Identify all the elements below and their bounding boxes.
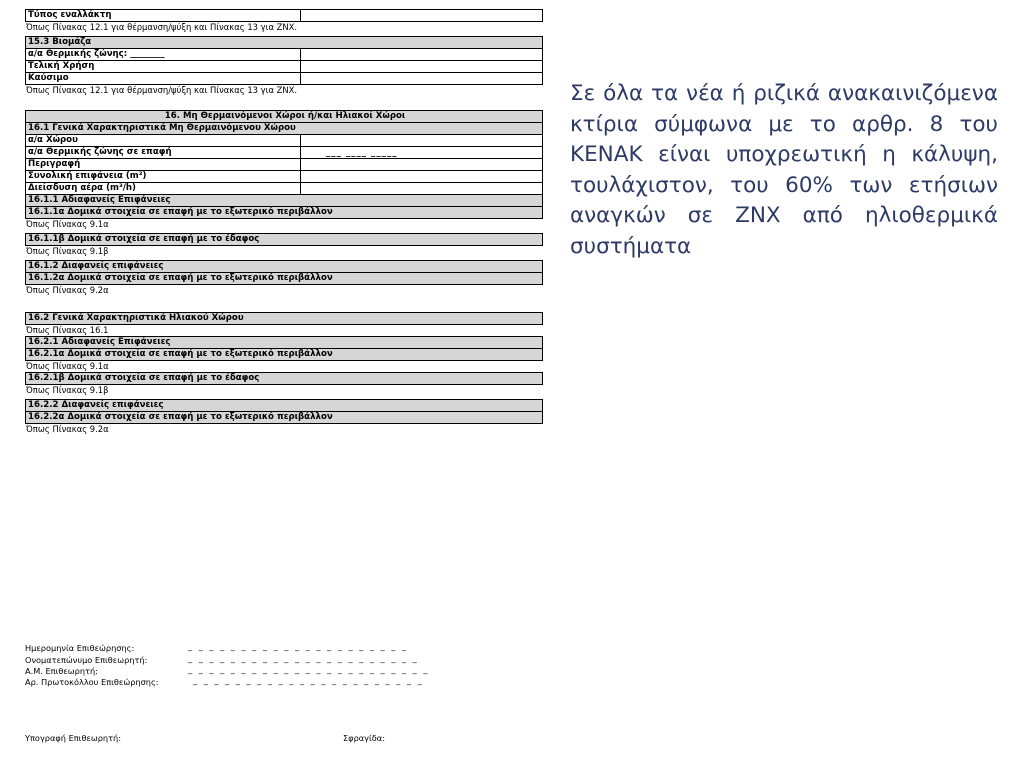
row-label: Τύπος εναλλάκτη — [28, 10, 112, 20]
note-table-9-2a: Όπως Πίνακας 9.2α — [26, 285, 109, 295]
row-label: Συνολική επιφάνεια (m²) — [28, 171, 147, 181]
row-label: α/α Θερμικής ζώνης: ________ — [28, 49, 165, 59]
section-16-1-title: 16.1 Γενικά Χαρακτηριστικά Μη Θερμαινόμενου Χώρου — [25, 123, 543, 135]
note-table-12-13: Όπως Πίνακας 12.1 για θέρμανση/ψύξη και Πίνακας 13 για ΖΝΧ. — [26, 85, 298, 95]
row-air-infiltration — [25, 183, 543, 195]
section-title: 15.3 Βιομάζα — [28, 37, 92, 47]
row-thermal-zone — [25, 49, 543, 61]
seal-label: Σφραγίδα: — [343, 733, 385, 743]
row-fuel — [25, 73, 543, 85]
zone-dashes: ___ ____ _____ — [326, 148, 398, 158]
row-zone-contact — [25, 147, 543, 159]
section-16-1-2: 16.1.2 Διαφανείς επιφάνειες — [25, 260, 543, 273]
row-final-use — [25, 61, 543, 73]
note-table-9-1a: Όπως Πίνακας 9.1α — [26, 219, 109, 229]
row-label: α/α Χώρου — [28, 135, 78, 145]
protocol-field-line: _ _ _ _ _ _ _ _ _ _ _ _ _ _ _ _ _ _ _ _ _ _ — [193, 675, 424, 685]
row-total-area — [25, 171, 543, 183]
section-16-2-1: 16.2.1 Αδιαφανείς Επιφάνειες — [25, 336, 543, 349]
note-table-9-2a: Όπως Πίνακας 9.2α — [26, 424, 109, 434]
section-16-2-1a: 16.2.1α Δομικά στοιχεία σε επαφή με το εξωτερικό περιβάλλον — [25, 349, 543, 361]
inspector-name-label: Ονοματεπώνυμο Επιθεωρητή: — [25, 655, 148, 665]
row-space-id — [25, 135, 543, 147]
section-16-2-title: 16.2 Γενικά Χαρακτηριστικά Ηλιακού Χώρου — [25, 312, 543, 325]
date-field-line: _ _ _ _ _ _ _ _ _ _ _ _ _ _ _ _ _ _ _ _ _ — [188, 641, 409, 651]
section-16-1-1: 16.1.1 Αδιαφανείς Επιφάνειες — [25, 195, 543, 207]
protocol-number-label: Αρ. Πρωτοκόλλου Επιθεώρησης: — [25, 677, 159, 687]
row-label: Τελική Χρήση — [28, 61, 95, 71]
energy-inspection-form — [25, 9, 543, 438]
section-16-2-2a: 16.2.2α Δομικά στοιχεία σε επαφή με το εξωτερικό περιβάλλον — [25, 412, 543, 424]
row-label: Διείσδυση αέρα (m³/h) — [28, 183, 136, 193]
row-label: Περιγραφή — [28, 159, 81, 169]
note-table-12-13: Όπως Πίνακας 12.1 για θέρμανση/ψύξη και Πίνακας 13 για ΖΝΧ. — [26, 22, 298, 32]
section-16-1-2a: 16.1.2α Δομικά στοιχεία σε επαφή με το εξωτερικό περιβάλλον — [25, 273, 543, 285]
section-16-2-2: 16.2.2 Διαφανείς επιφάνειες — [25, 399, 543, 412]
am-field-line: _ _ _ _ _ _ _ _ _ _ _ _ _ _ _ _ _ _ _ _ _ _ _ — [188, 664, 430, 674]
name-field-line: _ _ _ _ _ _ _ _ _ _ _ _ _ _ _ _ _ _ _ _ _ _ — [188, 653, 419, 663]
section-16-title: 16. Μη Θερμαινόμενοι Χώροι ή/και Ηλιακοί Χώροι — [25, 110, 543, 123]
note-table-9-1b: Όπως Πίνακας 9.1β — [26, 385, 109, 395]
inspection-date-label: Ημερομηνία Επιθεώρησης: — [25, 643, 135, 653]
inspector-signature-label: Υπογραφή Επιθεωρητή: — [25, 733, 121, 743]
row-description — [25, 159, 543, 171]
row-label: α/α Θερμικής ζώνης σε επαφή — [28, 147, 172, 157]
note-table-16-1: Όπως Πίνακας 16.1 — [26, 325, 109, 335]
row-label: Καύσιμο — [28, 73, 69, 83]
note-table-9-1a: Όπως Πίνακας 9.1α — [26, 361, 109, 371]
section-16-1-1b: 16.1.1β Δομικά στοιχεία σε επαφή με το έδαφος — [25, 233, 543, 246]
row-exchanger-type — [25, 9, 543, 22]
section-15-3-biomass — [25, 36, 543, 49]
section-16-1-1a: 16.1.1α Δομικά στοιχεία σε επαφή με το εξωτερικό περιβάλλον — [25, 207, 543, 219]
inspector-am-label: Α.Μ. Επιθεωρητή: — [25, 666, 98, 676]
note-table-9-1b: Όπως Πίνακας 9.1β — [26, 246, 109, 256]
section-16-2-1b: 16.2.1β Δομικά στοιχεία σε επαφή με το έδαφος — [25, 372, 543, 385]
kenak-solar-requirement-text: Σε όλα τα νέα ή ριζικά ανακαινιζόμενα κτίρια σύμφωνα με το αρθρ. 8 του ΚΕΝΑΚ είναι υποχρεωτική η κάλυψη, τουλάχιστον, του 60% των ετήσιων αναγκών σε ΖΝΧ από ηλιοθερμικά συστήματα — [570, 81, 998, 259]
